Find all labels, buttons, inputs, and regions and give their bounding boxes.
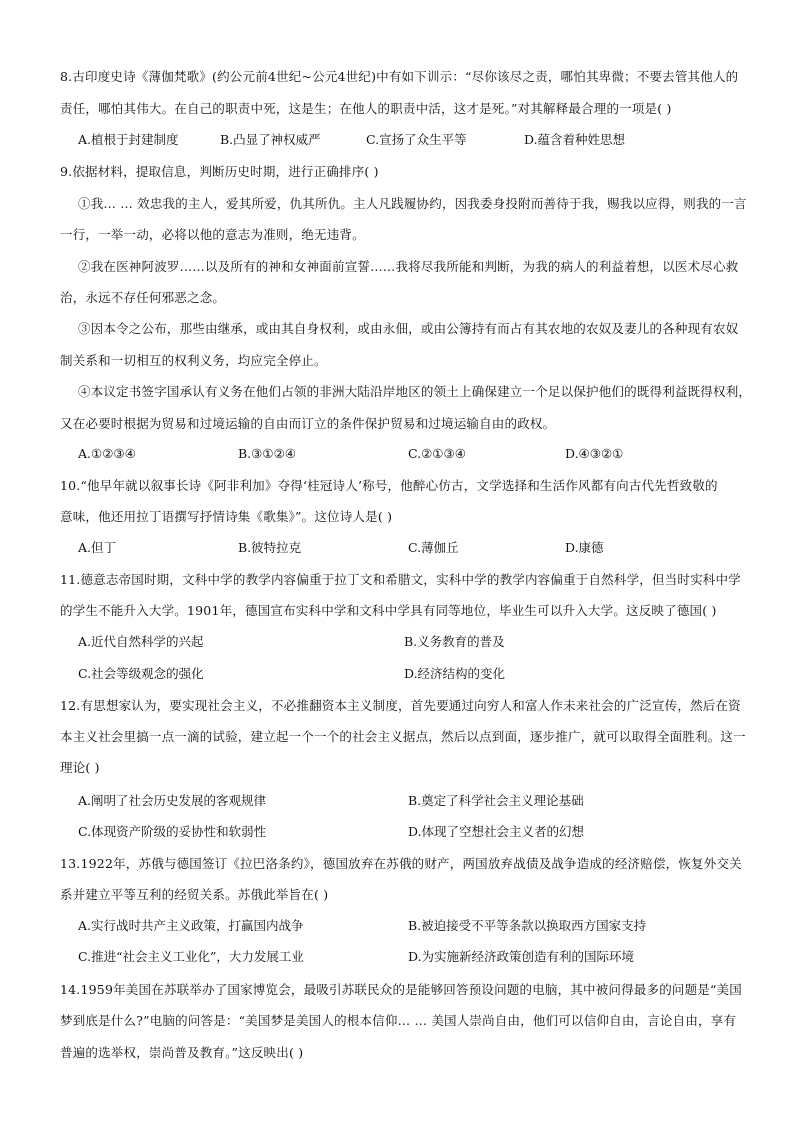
q13-option-c: C.推进“社会主义工业化”，大力发展工业 xyxy=(78,949,304,964)
q11-option-b: B.义务教育的普及 xyxy=(404,634,505,649)
q8-option-d: D.蕴含着种姓思想 xyxy=(524,132,626,147)
q13-stem-line1: 13.1922年，苏俄与德国签订《拉巴洛条约》，德国放弃在苏俄的财产，两国放弃战债及战争造成的经济赔偿，恢复外交关 xyxy=(60,856,742,871)
q9-stem: 9.依据材料，提取信息，判断历史时期，进行正确排序( ) xyxy=(60,164,379,179)
q9-material-3-line2: 制关系和一切相互的权利义务，均应完全停止。 xyxy=(60,353,327,368)
q11-option-a: A.近代自然科学的兴起 xyxy=(78,634,204,649)
q11-option-d: D.经济结构的变化 xyxy=(404,666,506,681)
q10-option-d: D.康德 xyxy=(565,540,604,555)
q11-stem-line2: 的学生不能升入大学。1901年，德国宣布实科中学和文科中学具有同等地位，毕业生可以升入大学。这反映了德国( ) xyxy=(60,603,717,618)
q9-option-c: C.②①③④ xyxy=(408,446,466,461)
q8-option-c: C.宣扬了众生平等 xyxy=(366,132,467,147)
q9-option-a: A.①②③④ xyxy=(78,446,136,461)
q13-option-b: B.被迫接受不平等条款以换取西方国家支持 xyxy=(408,918,647,933)
q8-option-b: B.凸显了神权威严 xyxy=(220,132,321,147)
q12-stem-line2: 本主义社会里搞一点一滴的试验，建立起一个一个的社会主义据点，然后以点到面，逐步推广，就可以取得全面胜利。这一 xyxy=(60,729,746,744)
q13-option-a: A.实行战时共产主义政策，打赢国内战争 xyxy=(78,918,304,933)
q9-material-4-line1: ④本议定书签字国承认有义务在他们占领的非洲大陆沿岸地区的领土上确保建立一个足以保护他们的既得利益既得权利， xyxy=(78,384,752,399)
q9-option-d: D.④③②① xyxy=(565,446,624,461)
q9-material-1-line2: 一行，一举一动，必将以他的意志为准则，绝无违背。 xyxy=(60,227,365,242)
q14-stem-line3: 普遍的选举权，崇尚普及教育。”这反映出( ) xyxy=(60,1045,304,1060)
q13-option-d: D.为实施新经济政策创造有利的国际环境 xyxy=(408,949,635,964)
q14-stem-line2: 梦到底是什么?”电脑的问答是：“美国梦是美国人的根本信仰… … 美国人崇尚自由，他们可以信仰自由，言论自由，享有 xyxy=(60,1013,737,1028)
q8-option-a: A.植根于封建制度 xyxy=(78,132,179,147)
q12-stem-line3: 理论( ) xyxy=(60,760,100,775)
q8-stem-line2: 责任，哪怕其伟大。在自己的职责中死，这是生；在他人的职责中活，这才是死。”对其解释最合理的一项是( ) xyxy=(60,101,672,116)
q11-stem-line1: 11.德意志帝国时期，文科中学的教学内容偏重于拉丁文和希腊文，实科中学的教学内容偏重于自然科学，但当时实科中学 xyxy=(60,572,741,587)
q10-option-a: A.但丁 xyxy=(78,540,117,555)
q9-material-3-line1: ③因本令之公布，那些由继承，或由其自身权利，或由永佃，或由公簿持有而占有其农地的农奴及妻儿的各种现有农奴 xyxy=(78,321,739,336)
q9-material-2-line1: ②我在医神阿波罗……以及所有的神和女神面前宣誓……我将尽我所能和判断，为我的病人的利益着想，以医术尽心救 xyxy=(78,259,739,274)
q12-option-b: B.奠定了科学社会主义理论基础 xyxy=(408,793,584,808)
q8-stem-line1: 8.古印度史诗《薄伽梵歌》(约公元前4世纪~公元4世纪)中有如下训示：“尽你该尽之责，哪怕其卑微；不要去管其他人的 xyxy=(60,69,739,84)
q12-stem-line1: 12.有思想家认为，要实现社会主义，不必推翻资本主义制度，首先要通过向穷人和富人作未来社会的广泛宣传，然后在资 xyxy=(60,698,741,713)
q12-option-a: A.阐明了社会历史发展的客观规律 xyxy=(78,793,267,808)
q9-option-b: B.③①②④ xyxy=(238,446,296,461)
q11-option-c: C.社会等级观念的强化 xyxy=(78,666,204,681)
q14-stem-line1: 14.1959年美国在苏联举办了国家博览会，最吸引苏联民众的是能够回答预设问题的电脑，其中被问得最多的问题是“美国 xyxy=(60,982,742,997)
q13-stem-line2: 系并建立平等互利的经贸关系。苏俄此举旨在( ) xyxy=(60,887,329,902)
q9-material-4-line2: 又在必要时根据为贸易和过境运输的自由而订立的条件保护贸易和过境运输自由的政权。 xyxy=(60,416,556,431)
q10-option-b: B.彼特拉克 xyxy=(238,540,302,555)
q10-stem-line1: 10.“他早年就以叙事长诗《阿非利加》夺得‘桂冠诗人’称号，他醉心仿古，文学选择和生活作风都有向古代先哲致敬的 xyxy=(60,478,718,493)
q10-stem-line2: 意味，他还用拉丁语撰写抒情诗集《歌集》”。这位诗人是( ) xyxy=(60,509,393,524)
q10-option-c: C.薄伽丘 xyxy=(408,540,459,555)
q9-material-2-line2: 治，永远不存任何邪恶之念。 xyxy=(60,290,226,305)
q12-option-c: C.体现资产阶级的妥协性和软弱性 xyxy=(78,824,267,839)
q9-material-1-line1: ①我… … 效忠我的主人，爱其所爱，仇其所仇。主人凡践履协约，因我委身投附而善待于我，赐我以应得，则我的一言 xyxy=(78,196,747,211)
q12-option-d: D.体现了空想社会主义者的幻想 xyxy=(408,824,585,839)
